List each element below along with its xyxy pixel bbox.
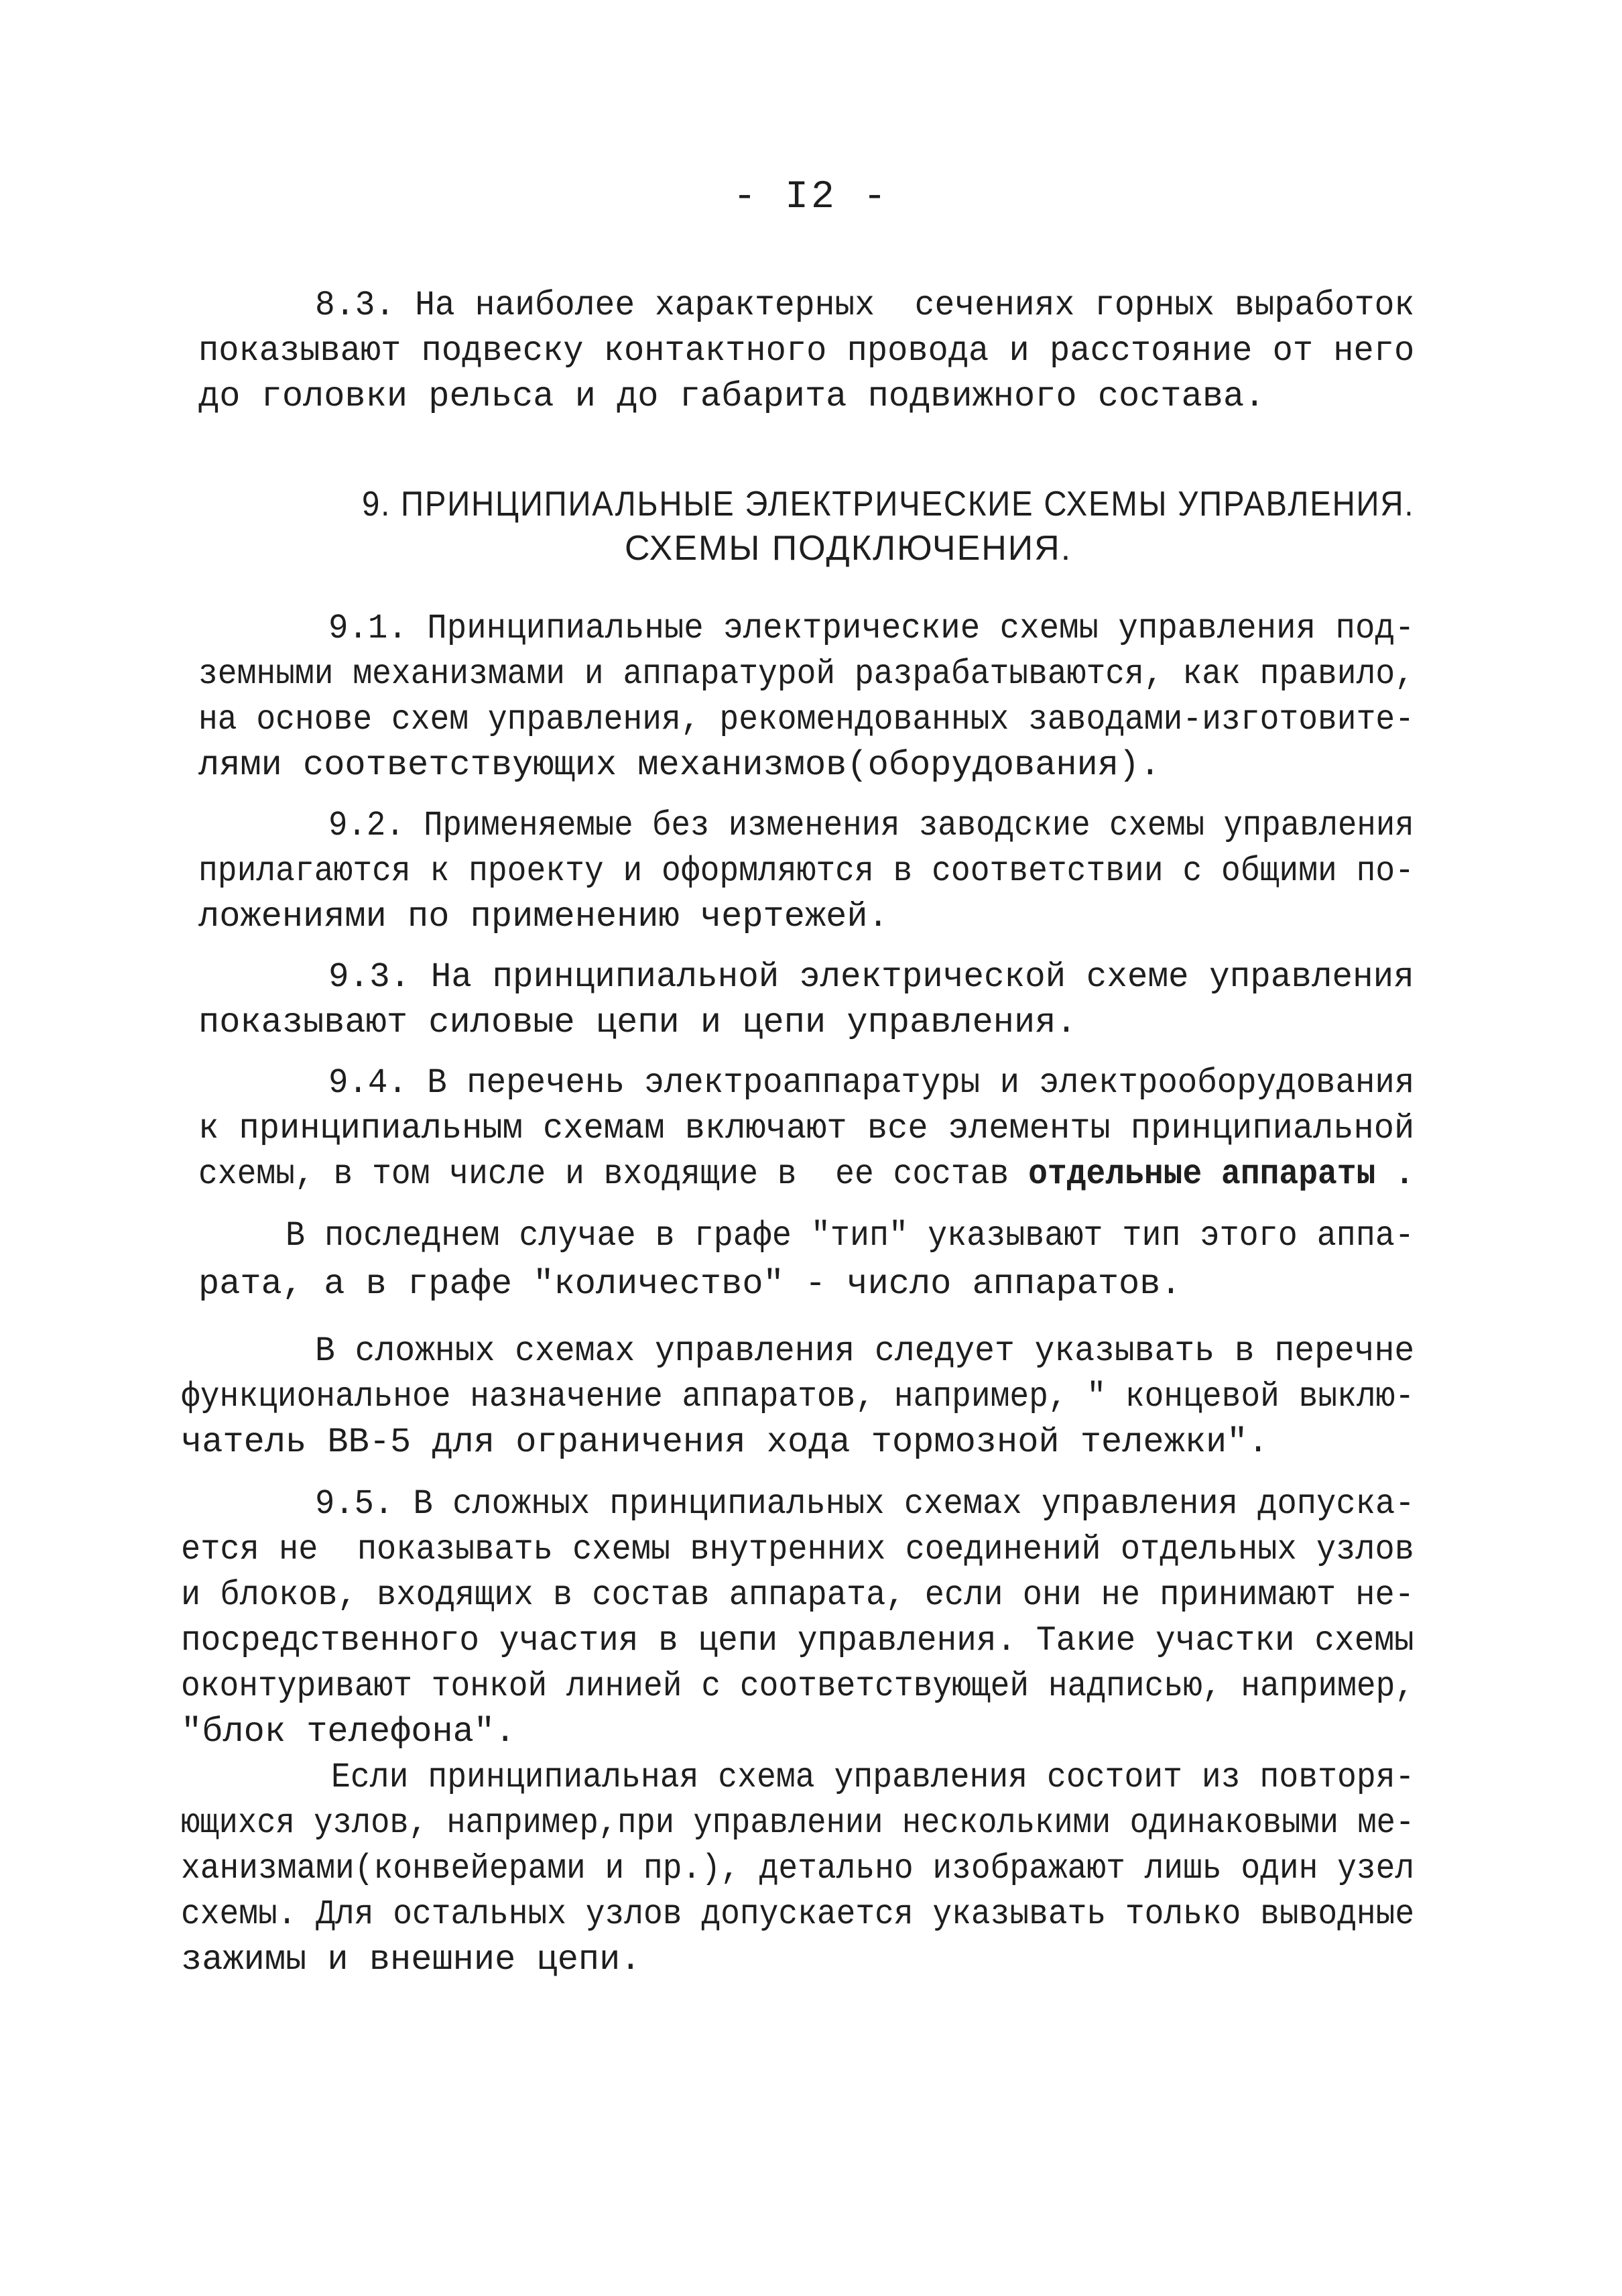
paragraph-9-5-repeat-line-3: ханизмами(конвейерами и пр.), детально изображают лишь один узел bbox=[181, 1849, 1415, 1888]
paragraph-9-4-complex-line-2: функциональное назначение аппаратов, например, " концевой выклю- bbox=[181, 1377, 1415, 1416]
paragraph-9-5-repeat-line-2: ющихся узлов, например,при управлении несколькими одинаковыми ме- bbox=[181, 1803, 1415, 1843]
paragraph-9-4-complex-line-1: В сложных схемах управления следует указывать в перечне bbox=[315, 1331, 1415, 1371]
paragraph-9-1-line-2: земными механизмами и аппаратурой разрабатываются, как правило, bbox=[198, 654, 1414, 694]
paragraph-9-4-line-2: к принципиальным схемам включают все элементы принципиальной bbox=[198, 1109, 1415, 1148]
paragraph-9-4-line-3 bbox=[198, 1153, 1414, 1196]
paragraph-9-5-repeat-line-4: схемы. Для остальных узлов допускается указывать только выводные bbox=[181, 1894, 1415, 1934]
paragraph-9-4-bold-tail: отдельные аппараты . bbox=[1028, 1154, 1414, 1194]
paragraph-9-5-line-4: посредственного участия в цепи управления. Такие участки схемы bbox=[181, 1621, 1414, 1660]
paragraph-9-2-line-2: прилагаются к проекту и оформляются в соответствии с общими по- bbox=[198, 851, 1414, 891]
paragraph-9-5-line-6: "блок телефона". bbox=[181, 1712, 516, 1752]
paragraph-9-5-line-2: ется не показывать схемы внутренних соединений отдельных узлов bbox=[181, 1530, 1414, 1569]
paragraph-8-3-line-1: 8.3. На наиболее характерных сечениях горных выработок bbox=[315, 286, 1415, 325]
paragraph-8-3-line-3: до головки рельса и до габарита подвижного состава. bbox=[198, 377, 1265, 416]
paragraph-9-5-line-1: 9.5. В сложных принципиальных схемах управления допуска- bbox=[315, 1484, 1415, 1524]
section-heading-line-1: 9. ПРИНЦИПИАЛЬНЫЕ ЭЛЕКТРИЧЕСКИЕ СХЕМЫ УПРАВЛЕНИЯ. bbox=[362, 485, 1415, 524]
paragraph-9-1-line-3: на основе схем управления, рекомендованных заводами-изготовите- bbox=[198, 700, 1414, 739]
paragraph-9-2-line-3: ложениями по применению чертежей. bbox=[198, 897, 889, 936]
paragraph-9-3-line-1: 9.3. На принципиальной электрической схеме управления bbox=[328, 957, 1414, 997]
paragraph-9-5-repeat-line-1: Если принципиальная схема управления состоит из повторя- bbox=[331, 1758, 1415, 1797]
paragraph-9-5-line-5: оконтуривают тонкой линией с соответствующей надписью, например, bbox=[181, 1667, 1415, 1706]
paragraph-9-1-line-4: лями соответствующих механизмов(оборудования). bbox=[198, 745, 1161, 785]
paragraph-9-5-line-3: и блоков, входящих в состав аппарата, если они не принимают не- bbox=[181, 1575, 1414, 1615]
paragraph-9-1-line-1: 9.1. Принципиальные электрические схемы управления под- bbox=[328, 609, 1415, 648]
paragraph-8-3-line-2: показывают подвеску контактного провода и расстояние от него bbox=[198, 331, 1415, 371]
page-number: - I2 - bbox=[733, 176, 889, 219]
paragraph-9-2-line-1: 9.2. Применяемые без изменения заводские схемы управления bbox=[328, 806, 1414, 845]
paragraph-9-4-complex-line-3: чатель ВВ-5 для ограничения хода тормозной тележки". bbox=[181, 1423, 1269, 1462]
paragraph-9-4-line-3-text: схемы, в том числе и входящие в ее состав bbox=[198, 1154, 1029, 1194]
paragraph-9-5-repeat-line-5: зажимы и внешние цепи. bbox=[181, 1940, 641, 1980]
section-heading-line-2: СХЕМЫ ПОДКЛЮЧЕНИЯ. bbox=[625, 529, 1072, 568]
paragraph-9-3-line-2: показывают силовые цепи и цепи управления. bbox=[198, 1003, 1077, 1042]
paragraph-9-4-line-1: 9.4. В перечень электроаппаратуры и электрооборудования bbox=[328, 1063, 1415, 1103]
paragraph-9-4-cont-line-1: В последнем случае в графе "тип" указывают тип этого аппа- bbox=[286, 1216, 1414, 1256]
paragraph-9-4-cont-line-2: рата, а в графе "количество" - число аппаратов. bbox=[198, 1264, 1182, 1304]
